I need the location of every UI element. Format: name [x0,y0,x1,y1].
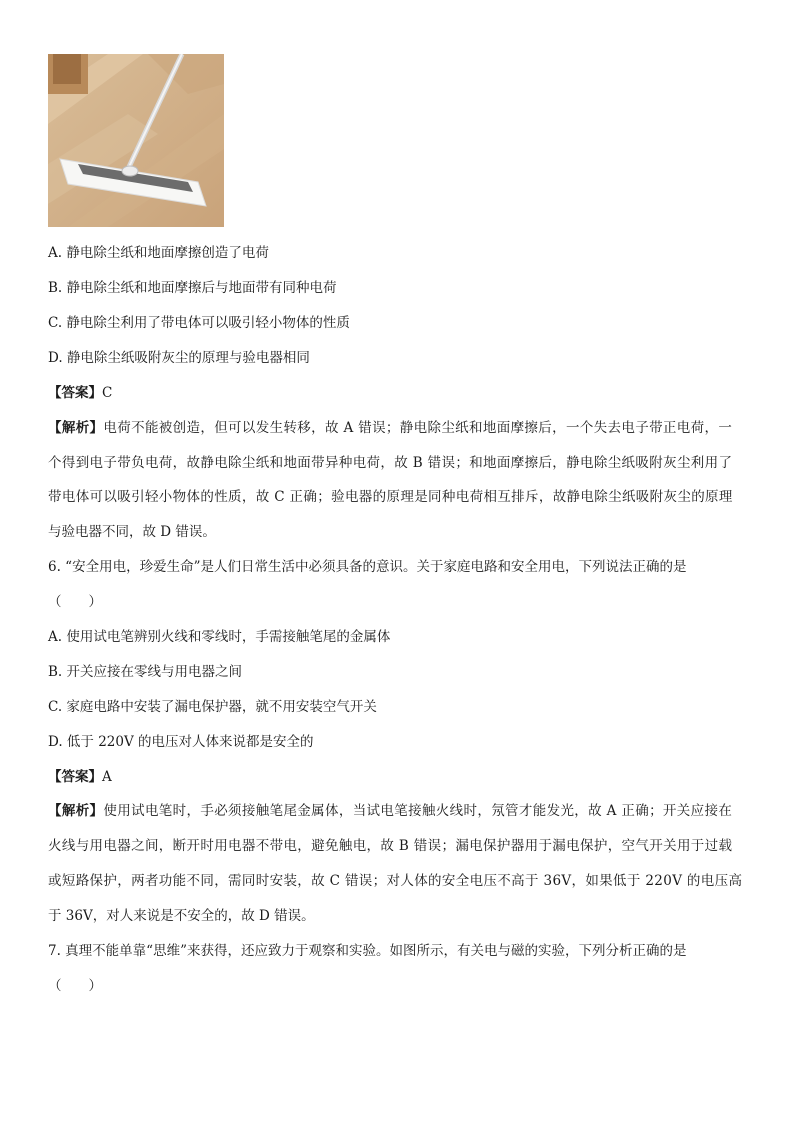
answer-tag: 【答案】 [48,385,102,401]
q5-option-c: C. 静电除尘利用了带电体可以吸引轻小物体的性质 [48,315,350,331]
q6-analysis-line [48,802,732,820]
answer-tag: 【答案】 [48,769,102,785]
q6-option-a: A. 使用试电笔辨别火线和零线时，手需接触笔尾的金属体 [48,629,391,645]
q5-analysis-line [48,419,732,437]
answer-value: C [102,385,113,401]
q5-option-b: B. 静电除尘纸和地面摩擦后与地面带有同种电荷 [48,280,337,296]
answer-value: A [102,769,112,785]
q6-analysis-line: 或短路保护，两者功能不同，需同时安装，故 C 错误；对人体的安全电压不高于 36V，如果低于 220V 的电压高 [48,873,743,889]
q5-option-a: A. 静电除尘纸和地面摩擦创造了电荷 [48,245,269,261]
q6-option-b: B. 开关应接在零线与用电器之间 [48,664,243,680]
q7-stem: 7. 真理不能单靠“思维”来获得，还应致力于观察和实验。如图所示，有关电与磁的实验，下列分析正确的是 [48,943,687,959]
analysis-tag: 【解析】 [48,420,104,436]
analysis-text: 使用试电笔时，手必须接触笔尾金属体，当试电笔接触火线时，氖管才能发光，故 A 正确；开关应接在 [103,803,733,819]
analysis-text: 电荷不能被创造，但可以发生转移，故 A 错误；静电除尘纸和地面摩擦后，一个失去电子带正电荷，一 [103,420,733,436]
q5-analysis-line: 个得到电子带负电荷，故静电除尘纸和地面带异种电荷，故 B 错误；和地面摩擦后，静电除尘纸吸附灰尘利用了 [48,455,733,471]
mop-photo [48,54,224,227]
q5-analysis-line: 带电体可以吸引轻小物体的性质，故 C 正确；验电器的原理是同种电荷相互排斥，故静电除尘纸吸附灰尘的原理 [48,489,733,505]
q6-answer [48,768,112,786]
q6-option-d: D. 低于 220V 的电压对人体来说都是安全的 [48,734,314,750]
q5-option-d: D. 静电除尘纸吸附灰尘的原理与验电器相同 [48,350,310,366]
q6-stem: 6. “安全用电，珍爱生命”是人们日常生活中必须具备的意识。关于家庭电路和安全用电，下列说法正确的是 [48,559,687,575]
q6-analysis-line: 火线与用电器之间，断开时用电器不带电，避免触电，故 B 错误；漏电保护器用于漏电保护，空气开关用于过载 [48,838,733,854]
q7-blank: （ ） [48,978,102,994]
analysis-tag: 【解析】 [48,803,104,819]
q5-answer [48,384,112,402]
q5-analysis-line: 与验电器不同，故 D 错误。 [48,524,216,540]
q6-analysis-line: 于 36V，对人来说是不安全的，故 D 错误。 [48,908,315,924]
q6-blank: （ ） [48,594,102,610]
q6-option-c: C. 家庭电路中安装了漏电保护器，就不用安装空气开关 [48,699,377,715]
